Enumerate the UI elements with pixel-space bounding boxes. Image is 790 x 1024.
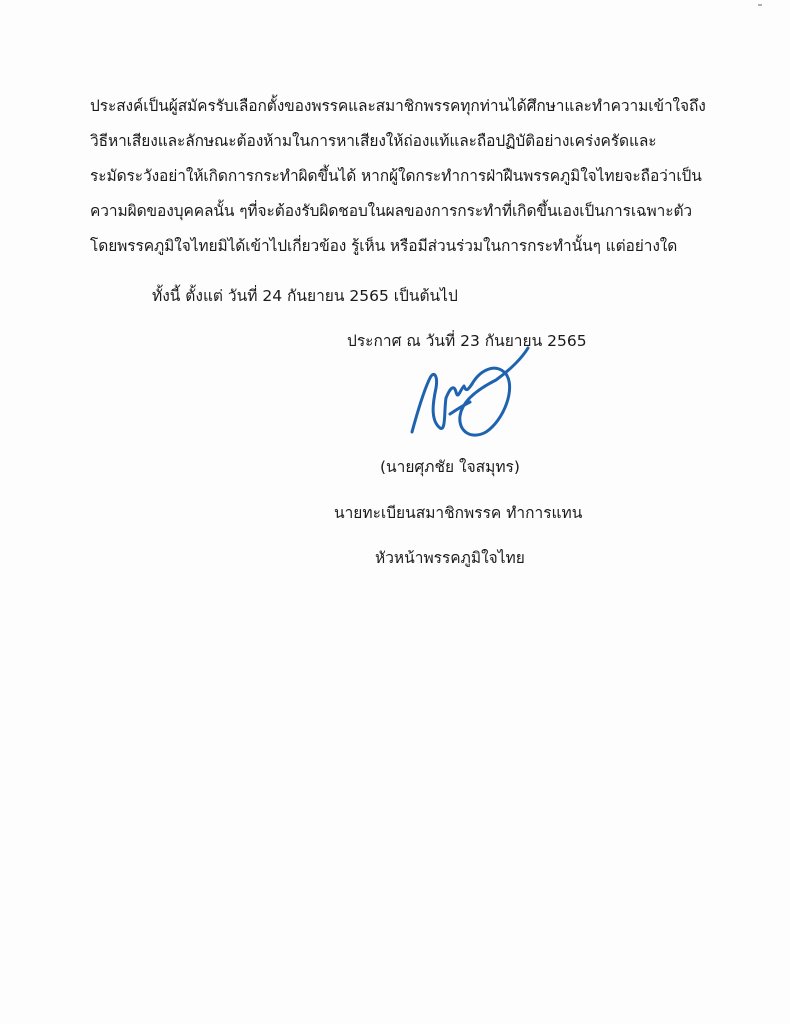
effective-date-line: ทั้งนี้ ตั้งแต่ วันที่ 24 กันยายน 2565 เป็นต้นไป <box>152 287 458 305</box>
page-edge-mark <box>758 4 762 6</box>
signatory-name: (นายศุภชัย ใจสมุทร) <box>380 458 520 476</box>
body-line-5: โดยพรรคภูมิใจไทยมิได้เข้าไปเกี่ยวข้อง รู้เห็น หรือมีส่วนร่วมในการกระทำนั้นๆ แต่อย่างใด <box>90 237 678 255</box>
signatory-organization: หัวหน้าพรรคภูมิใจไทย <box>375 549 525 567</box>
signatory-role: นายทะเบียนสมาชิกพรรค ทำการแทน <box>334 504 583 522</box>
body-line-2: วิธีหาเสียงและลักษณะต้องห้ามในการหาเสียงให้ถ่องแท้และถือปฏิบัติอย่างเคร่งครัดและ <box>90 132 657 150</box>
handwritten-signature <box>400 340 530 450</box>
body-line-4: ความผิดของบุคคลนั้น ๆที่จะต้องรับผิดชอบในผลของการกระทำที่เกิดขึ้นเองเป็นการเฉพาะตัว <box>90 202 693 220</box>
body-line-3: ระมัดระวังอย่าให้เกิดการกระทำผิดขึ้นได้ หากผู้ใดกระทำการฝ่าฝืนพรรคภูมิใจไทยจะถือว่าเป็น <box>90 167 702 185</box>
body-line-1: ประสงค์เป็นผู้สมัครรับเลือกตั้งของพรรคและสมาชิกพรรคทุกท่านได้ศึกษาและทำความเข้าใจถึง <box>90 97 706 115</box>
announcement-date-line: ประกาศ ณ วันที่ 23 กันยายน 2565 <box>347 332 587 350</box>
